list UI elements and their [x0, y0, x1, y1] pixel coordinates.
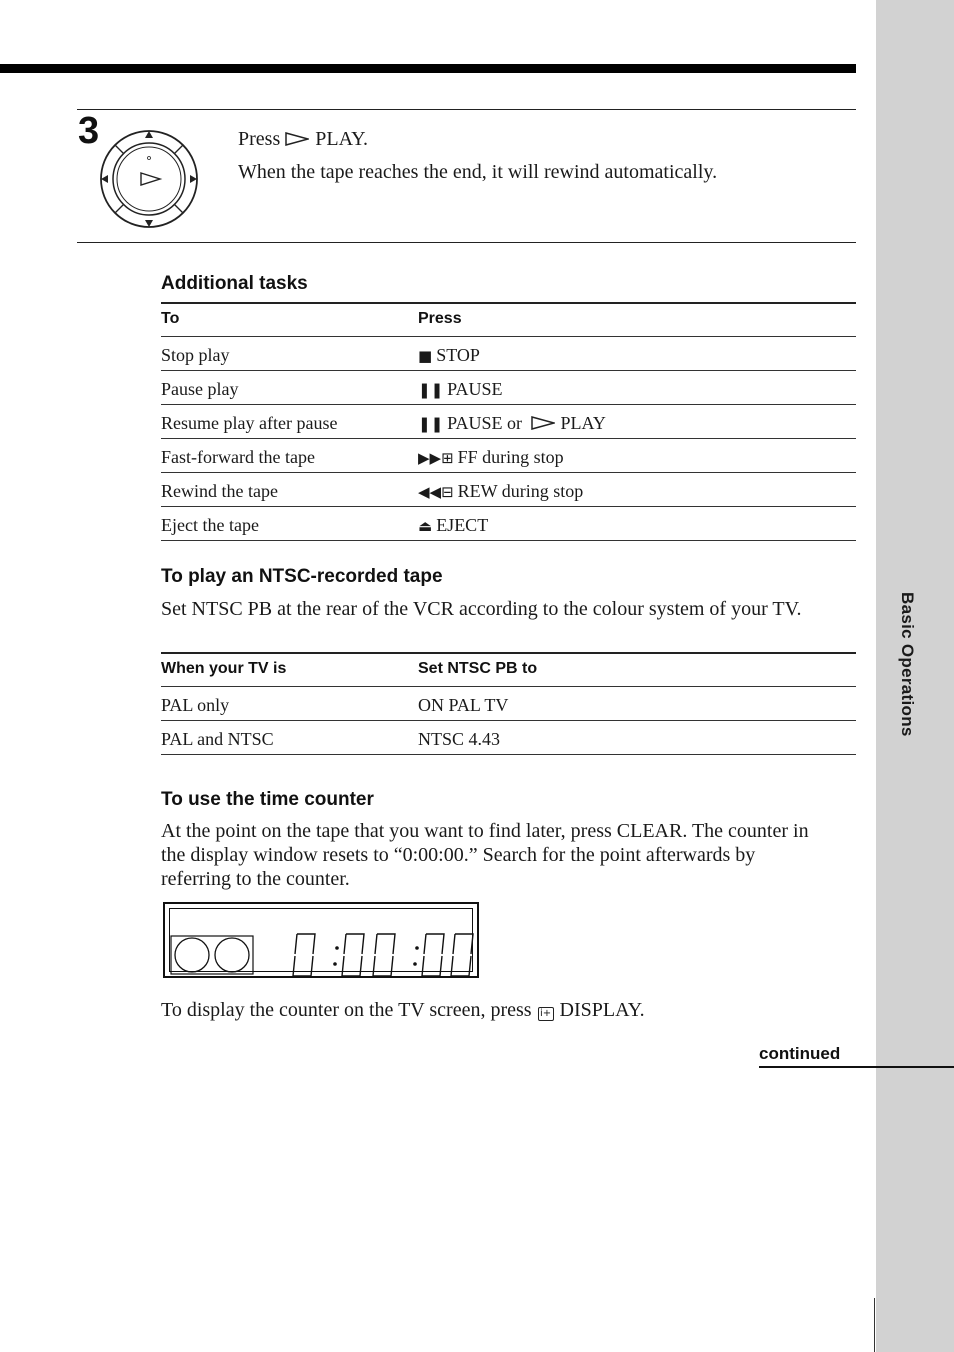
task-button [418, 447, 564, 468]
ntsc-setting: ON PAL TV [418, 695, 509, 715]
tv-system: PAL and NTSC [161, 729, 274, 749]
task-name: Rewind the tape [161, 481, 278, 501]
table-row [161, 473, 856, 507]
page-edge-mark [874, 1298, 875, 1352]
table-row [161, 371, 856, 405]
step-instruction [238, 128, 368, 151]
step-press-label: Press [238, 128, 281, 150]
button-label: PLAY [560, 413, 606, 433]
ntsc-heading: To play an NTSC-recorded tape [161, 566, 443, 587]
task-name: Eject the tape [161, 515, 259, 535]
counter-digits [291, 932, 477, 978]
counter-value: 0:00:00 [291, 932, 295, 933]
remote-play-button-icon [98, 128, 200, 230]
button-label: PAUSE [447, 379, 503, 399]
task-name: Fast-forward the tape [161, 447, 315, 467]
eject-icon: ⏏ [418, 517, 433, 535]
ntsc-table [161, 652, 856, 755]
column-header: When your TV is [161, 660, 287, 677]
table-header-row [161, 304, 856, 337]
column-header: To [161, 310, 180, 327]
additional-tasks-heading: Additional tasks [161, 273, 308, 294]
step-number: 3 [78, 110, 100, 152]
pause-icon: ❚❚ [418, 415, 444, 433]
section-tab-label: Basic Operations [898, 592, 917, 737]
ntsc-description: Set NTSC PB at the rear of the VCR according to the colour system of your TV. [161, 598, 802, 620]
additional-tasks-table [161, 302, 856, 541]
task-name: Pause play [161, 379, 239, 399]
table-header-row [161, 654, 856, 687]
table-row [161, 439, 856, 473]
tv-system: PAL only [161, 695, 230, 715]
display-button-label: DISPLAY. [559, 999, 645, 1021]
step-play-label: PLAY. [315, 128, 369, 150]
column-header: Set NTSC PB to [418, 660, 538, 677]
button-label: PAUSE or [447, 413, 522, 433]
task-button [418, 515, 488, 536]
table-row [161, 687, 856, 721]
table-row [161, 337, 856, 371]
ntsc-setting: NTSC 4.43 [418, 729, 501, 749]
task-button [418, 345, 480, 366]
step-bottom-rule [77, 242, 856, 243]
button-label: REW during stop [457, 481, 584, 501]
step-note: When the tape reaches the end, it will rewind automatically. [238, 161, 718, 183]
task-button [418, 379, 503, 400]
play-icon [531, 416, 555, 430]
continued-label: continued [759, 1044, 841, 1063]
display-instruction-text: To display the counter on the TV screen, press [161, 999, 532, 1021]
step-top-rule [77, 109, 856, 110]
cassette-reels-icon [170, 935, 254, 975]
play-icon [285, 132, 309, 146]
button-label: FF during stop [457, 447, 564, 467]
rewind-icon: ◀◀⊟ [418, 483, 454, 501]
stop-icon: ■ [418, 347, 433, 365]
pause-icon: ❚❚ [418, 381, 444, 399]
display-instruction [161, 998, 645, 1022]
button-label: EJECT [436, 515, 489, 535]
table-row [161, 405, 856, 439]
top-rule [0, 64, 856, 73]
task-button [418, 481, 583, 502]
task-button [418, 413, 606, 434]
button-label: STOP [436, 345, 480, 365]
counter-display-illustration [163, 902, 479, 978]
time-counter-heading: To use the time counter [161, 789, 374, 810]
column-header: Press [418, 310, 462, 327]
continued-rule [759, 1066, 954, 1068]
fast-forward-icon: ▶▶⊞ [418, 449, 454, 467]
task-name: Resume play after pause [161, 413, 338, 433]
task-name: Stop play [161, 345, 230, 365]
table-row [161, 507, 856, 541]
display-button-icon: i+ [538, 1007, 554, 1021]
time-counter-description: At the point on the tape that you want to find later, press CLEAR. The counter in the display window resets to “0:00:00.” Search for the point afterwards by referring to the counter. [161, 820, 809, 890]
table-row [161, 721, 856, 755]
